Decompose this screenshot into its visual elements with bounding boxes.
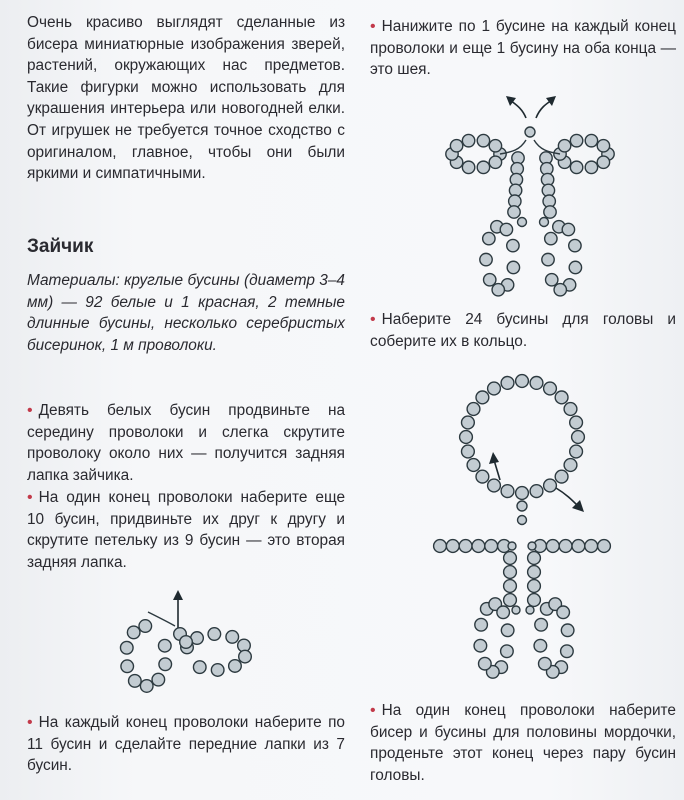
bead bbox=[559, 540, 572, 553]
bead bbox=[555, 391, 568, 404]
step-2-text: На один конец проволоки наберите еще 10 бусин, придвиньте их друг к другу и скрутите петельку из 9 бусин — это вторая задняя лапка. bbox=[27, 489, 345, 571]
bead bbox=[475, 618, 488, 631]
bead bbox=[570, 134, 582, 146]
materials-paragraph bbox=[27, 270, 345, 356]
bead bbox=[489, 598, 502, 611]
bead bbox=[555, 470, 568, 483]
step-6 bbox=[370, 700, 676, 786]
bead bbox=[501, 485, 514, 498]
bead bbox=[193, 661, 206, 674]
bead bbox=[459, 540, 472, 553]
bead bbox=[528, 580, 541, 593]
bead bbox=[558, 156, 570, 168]
bead bbox=[477, 161, 489, 173]
bead bbox=[488, 382, 501, 395]
bead bbox=[544, 479, 557, 492]
bead bbox=[597, 156, 609, 168]
bead bbox=[226, 631, 239, 644]
bullet-icon: • bbox=[27, 402, 33, 419]
bead bbox=[539, 657, 552, 670]
bead bbox=[561, 645, 574, 658]
bead bbox=[152, 673, 165, 686]
bead bbox=[543, 195, 555, 207]
bead bbox=[598, 540, 611, 553]
bead bbox=[516, 487, 529, 500]
bead bbox=[501, 279, 513, 291]
bead bbox=[450, 156, 462, 168]
bead bbox=[509, 195, 521, 207]
bead bbox=[181, 641, 194, 654]
bead bbox=[516, 375, 529, 388]
bead bbox=[535, 618, 548, 631]
bead bbox=[597, 140, 609, 152]
bead bbox=[549, 598, 562, 611]
bead bbox=[512, 606, 520, 614]
bead bbox=[572, 431, 585, 444]
bead bbox=[129, 675, 142, 688]
bead bbox=[504, 566, 517, 579]
bead bbox=[467, 459, 480, 472]
bead bbox=[541, 163, 553, 175]
bead bbox=[501, 377, 514, 390]
bead bbox=[542, 253, 554, 265]
bead bbox=[158, 639, 171, 652]
bead bbox=[460, 431, 473, 444]
bead bbox=[510, 173, 522, 185]
bullet-icon: • bbox=[27, 489, 33, 506]
bead bbox=[483, 232, 495, 244]
bead bbox=[140, 680, 153, 693]
section-heading bbox=[27, 236, 345, 258]
bead bbox=[504, 580, 517, 593]
bead bbox=[540, 603, 553, 616]
bead bbox=[585, 540, 598, 553]
bead bbox=[474, 639, 487, 652]
step-1-text: Девять белых бусин продвиньте на середину проволоки и слегка скрутите проволоку около них — получится задняя лапка зайчика. bbox=[27, 402, 345, 484]
bead bbox=[540, 218, 549, 227]
step-4 bbox=[370, 16, 676, 81]
bead bbox=[484, 274, 496, 286]
bead bbox=[534, 639, 547, 652]
bead bbox=[476, 470, 489, 483]
bead bbox=[462, 416, 475, 429]
bead bbox=[462, 161, 474, 173]
bead bbox=[497, 606, 510, 619]
bead bbox=[434, 540, 447, 553]
bead bbox=[498, 540, 511, 553]
bead bbox=[585, 161, 597, 173]
step-4-text: Нанижите по 1 бусине на каждый конец проволоки и еще 1 бусину на оба конца — это шея. bbox=[370, 18, 676, 79]
bead bbox=[191, 632, 204, 645]
bead bbox=[480, 253, 492, 265]
bead bbox=[501, 645, 514, 658]
bead bbox=[528, 552, 541, 565]
intro-text: Очень красиво выглядят сделанные из бисера миниатюрные изображения зверей, растений, окружающих нас предметов. Такие фигурки можно использовать для украшения интерьера или новогодней елки. От игрушек не требуется точное сходство с оригиналом, главное, чтобы они были яркими и симпатичными. bbox=[27, 14, 345, 183]
bead bbox=[564, 459, 577, 472]
bead bbox=[572, 540, 585, 553]
bead bbox=[553, 221, 565, 233]
materials-text: Материалы: круглые бусины (диаметр 3–4 мм) — 92 белые и 1 красная, 2 темные длинные бусины, несколько серебристых бисеринок, 1 м проволоки. bbox=[27, 272, 345, 354]
bead bbox=[492, 284, 504, 296]
bead bbox=[174, 628, 187, 641]
bead bbox=[446, 148, 458, 160]
bead bbox=[488, 479, 501, 492]
bead bbox=[546, 274, 558, 286]
bead bbox=[545, 232, 557, 244]
bead bbox=[570, 445, 583, 458]
bead bbox=[528, 542, 536, 550]
bead bbox=[462, 134, 474, 146]
bead bbox=[557, 606, 570, 619]
bead bbox=[530, 485, 543, 498]
bead bbox=[525, 127, 535, 137]
bullet-icon: • bbox=[370, 702, 376, 719]
bead bbox=[127, 626, 140, 639]
bullet-icon: • bbox=[370, 311, 376, 328]
bead bbox=[507, 261, 519, 273]
bead bbox=[504, 552, 517, 565]
bead bbox=[585, 134, 597, 146]
bead bbox=[501, 624, 514, 637]
bead bbox=[570, 416, 583, 429]
bead bbox=[472, 540, 485, 553]
bead bbox=[570, 161, 582, 173]
bead bbox=[518, 218, 527, 227]
bead bbox=[511, 163, 523, 175]
bead bbox=[528, 566, 541, 579]
step-5-text: Наберите 24 бусины для головы и соберите их в кольцо. bbox=[370, 311, 676, 350]
bead bbox=[504, 594, 517, 607]
bead bbox=[446, 540, 459, 553]
bead bbox=[544, 382, 557, 395]
bead bbox=[562, 223, 574, 235]
bead bbox=[485, 540, 498, 553]
bead bbox=[489, 156, 501, 168]
bead bbox=[239, 650, 252, 663]
bead bbox=[542, 184, 554, 196]
bullet-icon: • bbox=[370, 18, 376, 35]
step-6-text: На один конец проволоки наберите бисер и бусины для половины мордочки, проденьте этот конец через пару бусин головы. bbox=[370, 702, 676, 784]
bead bbox=[495, 661, 508, 674]
bead bbox=[120, 641, 133, 654]
bead bbox=[526, 606, 534, 614]
bead bbox=[462, 445, 475, 458]
bead bbox=[561, 624, 574, 637]
intro-paragraph bbox=[27, 12, 345, 185]
bead bbox=[508, 206, 520, 218]
bead bbox=[541, 173, 553, 185]
bead bbox=[467, 403, 480, 416]
bead bbox=[491, 221, 503, 233]
bead bbox=[211, 664, 224, 677]
bead bbox=[518, 516, 527, 525]
bead bbox=[546, 540, 559, 553]
bead bbox=[564, 403, 577, 416]
bead bbox=[180, 636, 193, 649]
step-1 bbox=[27, 400, 345, 486]
bead bbox=[229, 660, 242, 673]
bead bbox=[208, 628, 221, 641]
bead bbox=[507, 239, 519, 251]
bead bbox=[602, 148, 614, 160]
bead bbox=[546, 666, 559, 679]
heading-title: Зайчик bbox=[27, 236, 94, 257]
bead bbox=[139, 620, 152, 633]
bead bbox=[512, 152, 524, 164]
bead bbox=[569, 261, 581, 273]
bead bbox=[489, 140, 501, 152]
bead bbox=[121, 660, 134, 673]
bead bbox=[509, 184, 521, 196]
bead bbox=[530, 377, 543, 390]
bead bbox=[517, 501, 527, 511]
bead bbox=[494, 148, 506, 160]
bead bbox=[534, 540, 547, 553]
bead bbox=[480, 603, 493, 616]
bead bbox=[540, 152, 552, 164]
bullet-icon: • bbox=[27, 714, 33, 731]
bead bbox=[476, 391, 489, 404]
bead bbox=[544, 206, 556, 218]
bead bbox=[528, 594, 541, 607]
bead bbox=[508, 542, 516, 550]
step-3-text: На каждый конец проволоки наберите по 11 бусин и сделайте передние лапки из 7 бусин. bbox=[27, 714, 345, 775]
bead bbox=[555, 661, 568, 674]
bead bbox=[554, 284, 566, 296]
bead bbox=[558, 140, 570, 152]
bead bbox=[554, 148, 566, 160]
bead bbox=[486, 666, 499, 679]
bead bbox=[500, 223, 512, 235]
step-2 bbox=[27, 487, 345, 573]
bead bbox=[477, 134, 489, 146]
step-5 bbox=[370, 309, 676, 352]
step-3 bbox=[27, 712, 345, 777]
bead bbox=[238, 639, 251, 652]
bead bbox=[450, 140, 462, 152]
bead bbox=[569, 239, 581, 251]
bead bbox=[159, 658, 172, 671]
bead bbox=[479, 657, 492, 670]
bead bbox=[563, 279, 575, 291]
